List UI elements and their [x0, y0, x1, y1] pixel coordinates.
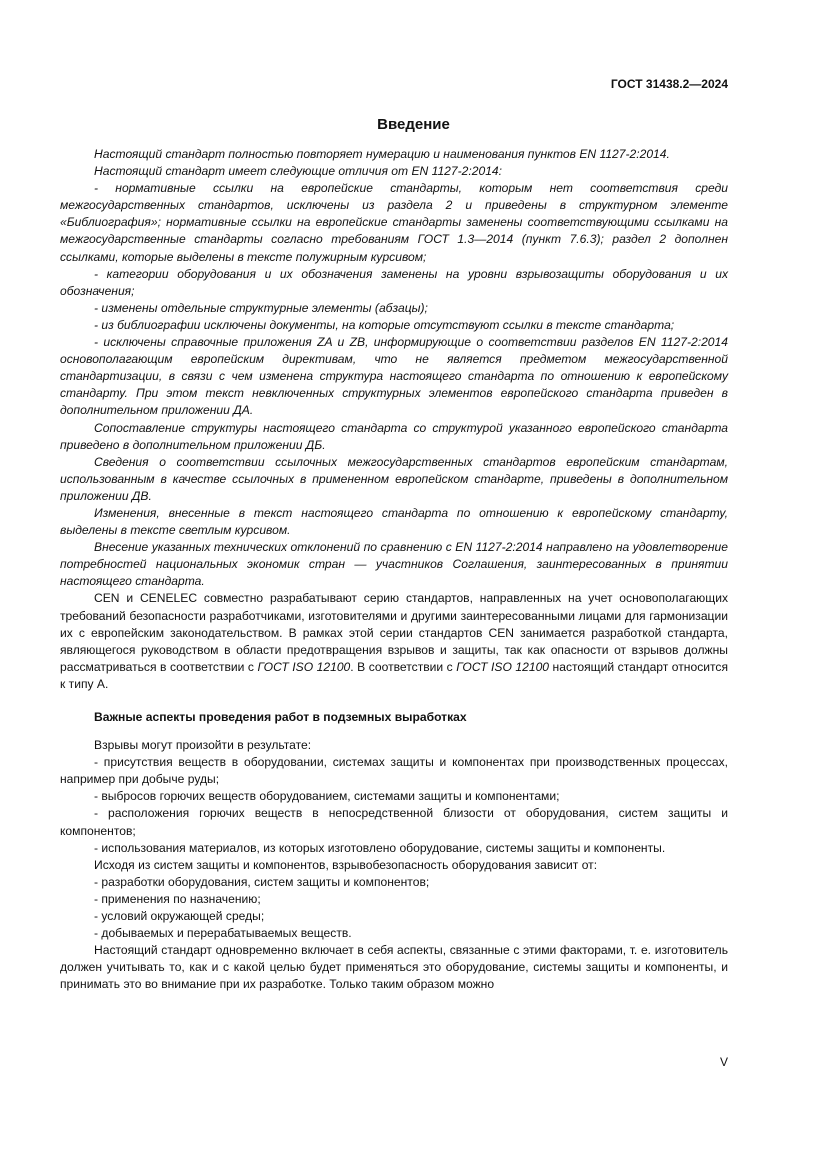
intro-paragraph: Сопоставление структуры настоящего стандарта со структурой указанного европейского стандарта приведено в дополнительном приложении ДБ.: [60, 420, 728, 452]
page-number: V: [719, 1055, 728, 1069]
page-title: Введение: [377, 116, 450, 133]
document-code: ГОСТ 31438.2—2024: [610, 77, 728, 91]
section-heading: Важные аспекты проведения работ в подземных выработках: [94, 710, 467, 724]
section-paragraph: Взрывы могут произойти в результате:: [94, 738, 312, 753]
section-list-item: - применения по назначению;: [94, 891, 261, 906]
section-list-item: - условий окружающей среды;: [94, 909, 265, 924]
cen-text-before: CEN и CENELEC совместно разрабатывают серию стандартов, направленных на учет основополагающих требований безопасности разработчиками, изготовителями и другими заинтересованными лицами для гармонизации их с европейским законодательством. В рамках этой серии стандартов CEN занимается разработкой стандарта, являющегося руководством в области предотвращения взрывов и защиты, так как опасности от взрывов должны рассматриваться в соответствии с: [60, 591, 728, 674]
standard-reference: ГОСТ ISO 12100: [257, 659, 351, 674]
section-paragraph: Исходя из систем защиты и компонентов, взрывобезопасность оборудования зависит от:: [94, 857, 598, 872]
intro-paragraph: Изменения, внесенные в текст настоящего стандарта по отношению к европейскому стандарту, выделены в тексте светлым курсивом.: [60, 505, 728, 538]
intro-paragraph: Внесение указанных технических отклонений по сравнению с EN 1127-2:2014 направлено на удовлетворение потребностей национальных экономик стран — участников Соглашения, заинтересованных в принятии настоящего стандарта.: [60, 540, 728, 589]
section-list-item: - расположения горючих веществ в непосредственной близости от оборудования, систем защиты и компонентов;: [60, 806, 728, 838]
section-paragraph: Настоящий стандарт одновременно включает в себя аспекты, связанные с этими факторами, т. е. изготовитель должен учитывать то, как и с какой целью будет применяться это оборудование, системы защиты и компоненты, и принимать это во внимание при их разработке. Только таким образом можно: [60, 943, 728, 992]
intro-list-item: - нормативные ссылки на европейские стандарты, которым нет соответствия среди межгосударственных стандартов, исключены из раздела 2 и приведены в структурном элементе «Библиография»; нормативные ссылки на европейские стандарты заменены соответствующими ссылками на межгосударственные стандарты согласно требованиям ГОСТ 1.3—2014 (пункт 7.6.3); раздел 2 дополнен ссылками, которые выделены в тексте полужирным курсивом;: [60, 181, 728, 264]
section-list-item: - выбросов горючих веществ оборудованием, системами защиты и компонентами;: [94, 789, 560, 804]
section-list-item: - разработки оборудования, систем защиты и компонентов;: [94, 874, 430, 889]
intro-paragraph: Настоящий стандарт имеет следующие отличия от EN 1127-2:2014:: [94, 164, 503, 179]
cen-paragraph: [60, 590, 728, 693]
standard-reference: ГОСТ ISO 12100: [456, 659, 550, 674]
intro-list-item: - изменены отдельные структурные элементы (абзацы);: [94, 300, 428, 315]
section-list-item: - присутствия веществ в оборудовании, системах защиты и компонентах при производственных процессах, например при добыче руды;: [60, 755, 728, 787]
cen-text-after: настоящий стандарт относится к типу А.: [60, 659, 729, 691]
intro-list-item: - из библиографии исключены документы, на которые отсутствуют ссылки в тексте стандарта;: [94, 317, 675, 332]
intro-paragraph: Сведения о соответствии ссылочных межгосударственных стандартов европейским стандартам, использованным в качестве ссылочных в примененном европейском стандарте, приведены в дополнительном приложении ДВ.: [60, 454, 728, 503]
intro-list-item: - исключены справочные приложения ZA и ZB, информирующие о соответствии разделов EN 1127-2:2014 основополагающим европейским директивам, что не является предметом межгосударственной стандартизации, в связи с чем изменена структура настоящего стандарта по отношению к европейскому стандарту. При этом текст невключенных структурных элементов европейского стандарта приведен в дополнительном приложении ДА.: [60, 335, 728, 418]
section-list-item: - использования материалов, из которых изготовлено оборудование, системы защиты и компоненты.: [94, 840, 666, 855]
cen-text-middle: . В соответствии с: [350, 659, 457, 674]
section-list-item: - добываемых и перерабатываемых веществ.: [94, 926, 352, 941]
document-body: [60, 146, 728, 994]
intro-paragraph: Настоящий стандарт полностью повторяет нумерацию и наименования пунктов EN 1127-2:2014.: [94, 147, 670, 161]
intro-list-item: - категории оборудования и их обозначения заменены на уровни взрывозащиты оборудования и их обозначения;: [60, 266, 728, 298]
